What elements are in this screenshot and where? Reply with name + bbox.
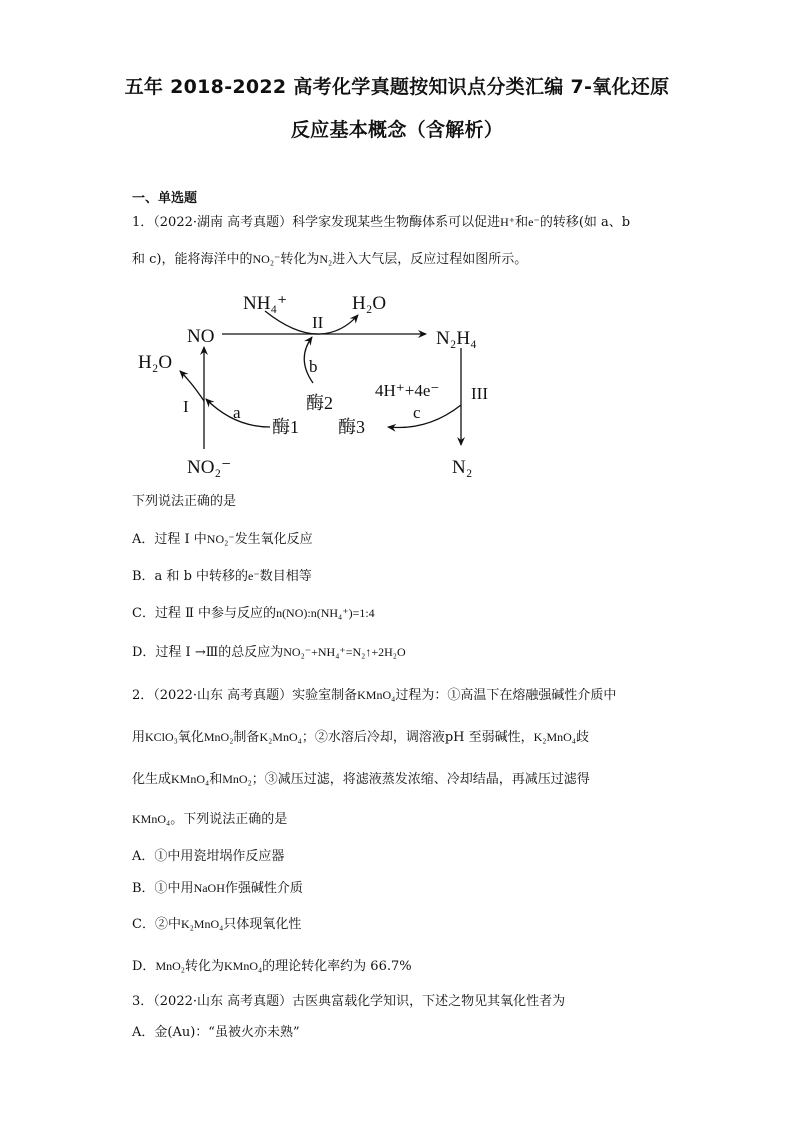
arrow-c bbox=[388, 405, 461, 428]
q2-text: 氧化 bbox=[177, 730, 204, 745]
formula-mno2: MnO₂ bbox=[155, 959, 185, 973]
label-no: NO bbox=[187, 326, 215, 347]
formula-h-plus: H⁺ bbox=[500, 215, 516, 229]
formula-kclo3: KClO₃ bbox=[145, 730, 178, 744]
q1-stem-text-5: 进入大气层，反应过程如图所示。 bbox=[332, 252, 528, 267]
formula-naoh: NaOH bbox=[193, 881, 225, 895]
label-b: b bbox=[309, 357, 318, 376]
doc-title-line2: 反应基本概念（含解析） bbox=[290, 119, 504, 141]
label-roman-2: II bbox=[312, 313, 324, 332]
q1-stem-text: 1．（2022·湖南 高考真题）科学家发现某些生物酶体系可以促进 bbox=[132, 215, 501, 230]
q1-option-c[interactable] bbox=[132, 604, 375, 623]
label-reagent: 4H⁺+4e⁻ bbox=[375, 381, 440, 400]
q1-stem-line2 bbox=[132, 250, 527, 269]
q2-option-d[interactable] bbox=[132, 957, 412, 976]
label-nh4: NH₄⁺ bbox=[243, 293, 288, 314]
q3-stem: 3．（2022·山东 高考真题）古医典富载化学知识，下述之物见其氧化性者为 bbox=[132, 994, 566, 1009]
q2-option-d-text-2: 转化为 bbox=[184, 959, 224, 974]
section-heading: 一、单选题 bbox=[132, 191, 198, 206]
label-n2: N₂ bbox=[452, 457, 473, 478]
q1-option-a-text-2: 发生氧化反应 bbox=[234, 532, 313, 547]
q1-stem-line1 bbox=[132, 213, 630, 232]
formula-e-minus: e⁻ bbox=[528, 215, 540, 229]
formula-kmno4: KMnO₄ bbox=[171, 772, 210, 786]
q1-option-d-text: D．过程 Ⅰ →Ⅲ的总反应为 bbox=[132, 645, 284, 660]
formula-kmno4: KMnO₄ bbox=[132, 812, 171, 826]
formula-kmno4: KMnO₄ bbox=[223, 959, 263, 973]
label-a: a bbox=[233, 403, 241, 422]
q3-option-a[interactable]: A．金(Au)：“虽被火亦未熟” bbox=[132, 1025, 300, 1040]
doc-title-line1: 五年 2018-2022 高考化学真题按知识点分类汇编 7-氧化还原 bbox=[124, 76, 670, 98]
formula-no2: NO₂⁻ bbox=[252, 252, 281, 266]
formula-no2: NO₂⁻ bbox=[206, 532, 235, 546]
q2-text: ；②水溶后冷却，调溶液pH 至弱碱性， bbox=[301, 730, 534, 745]
q2-text: 2．（2022·山东 高考真题）实验室制备 bbox=[132, 688, 358, 703]
q2-option-d-text: D． bbox=[132, 959, 156, 974]
formula-e-minus: e⁻ bbox=[248, 569, 260, 583]
q1-option-b[interactable] bbox=[132, 567, 312, 586]
q2-text: ；③减压过滤，将滤液蒸发浓缩、冷却结晶，再减压过滤得 bbox=[251, 772, 590, 787]
label-no2: NO₂⁻ bbox=[187, 457, 232, 478]
q2-option-c-text-2: 只体现氧化性 bbox=[223, 917, 302, 932]
q1-stem-text-3: 和 c)，能将海洋中的 bbox=[132, 252, 253, 267]
q2-stem-line3 bbox=[132, 770, 590, 789]
q1-stem-text-4: 转化为 bbox=[280, 252, 320, 267]
q2-text: 歧 bbox=[575, 730, 589, 745]
q2-text: 和 bbox=[209, 772, 223, 787]
q2-text: 化生成 bbox=[132, 772, 172, 787]
formula-k2mno4: K₂MnO₄ bbox=[533, 730, 576, 744]
label-enzyme3: 酶3 bbox=[338, 417, 365, 437]
q2-text: 用 bbox=[132, 730, 146, 745]
q1-option-b-text-2: 数目相等 bbox=[259, 569, 312, 584]
q2-text: 过程为：①高温下在熔融强碱性介质中 bbox=[395, 688, 617, 703]
q2-option-a[interactable]: A．①中用瓷坩埚作反应器 bbox=[132, 849, 285, 864]
q2-stem-line4 bbox=[132, 810, 287, 829]
q1-option-b-text: B．a 和 b 中转移的 bbox=[132, 569, 249, 584]
formula-k2mno4: K₂MnO₄ bbox=[259, 730, 302, 744]
label-enzyme2: 酶2 bbox=[306, 393, 333, 413]
and-text: 和 bbox=[515, 215, 529, 230]
q1-option-c-formula: n(NO):n(NH₄⁺)=1:4 bbox=[276, 606, 375, 620]
formula-kmno4: KMnO₄ bbox=[357, 688, 396, 702]
label-h2o-top: H₂O bbox=[352, 293, 387, 314]
q1-option-c-text: C．过程 Ⅱ 中参与反应的 bbox=[132, 606, 277, 621]
label-enzyme1: 酶1 bbox=[272, 417, 299, 437]
q1-option-d[interactable] bbox=[132, 643, 406, 662]
formula-mno2: MnO₂ bbox=[203, 730, 234, 744]
label-h2o-left: H₂O bbox=[138, 352, 173, 373]
q2-stem-line2 bbox=[132, 728, 589, 747]
q2-stem-line1 bbox=[132, 686, 616, 705]
q2-option-b[interactable] bbox=[132, 879, 303, 898]
q1-option-d-formula: NO₂⁻+NH₄⁺=N₂↑+2H₂O bbox=[283, 645, 406, 659]
q1-question: 下列说法正确的是 bbox=[132, 494, 237, 509]
q2-option-c-text: C．②中 bbox=[132, 917, 181, 932]
label-roman-3: III bbox=[471, 384, 488, 403]
q2-text: 。下列说法正确的是 bbox=[170, 812, 288, 827]
label-n2h4: N₂H₄ bbox=[436, 328, 477, 349]
q1-stem-text-2: 的转移(如 a、b bbox=[539, 215, 631, 230]
formula-mno2: MnO₂ bbox=[222, 772, 252, 786]
q2-text: 制备 bbox=[233, 730, 260, 745]
q2-option-c[interactable] bbox=[132, 915, 301, 934]
q2-option-b-text: B．①中用 bbox=[132, 881, 194, 896]
formula-n2: N₂ bbox=[319, 252, 333, 266]
q2-option-d-text-3: 的理论转化率约为 66.7% bbox=[262, 959, 412, 974]
formula-k2mno4: K₂MnO₄ bbox=[180, 917, 224, 931]
reaction-diagram bbox=[130, 283, 510, 483]
q1-option-a[interactable] bbox=[132, 530, 313, 549]
q1-option-a-text: A．过程 Ⅰ 中 bbox=[132, 532, 207, 547]
label-roman-1: I bbox=[183, 397, 189, 416]
q2-option-b-text-2: 作强碱性介质 bbox=[224, 881, 303, 896]
label-c: c bbox=[413, 403, 421, 422]
